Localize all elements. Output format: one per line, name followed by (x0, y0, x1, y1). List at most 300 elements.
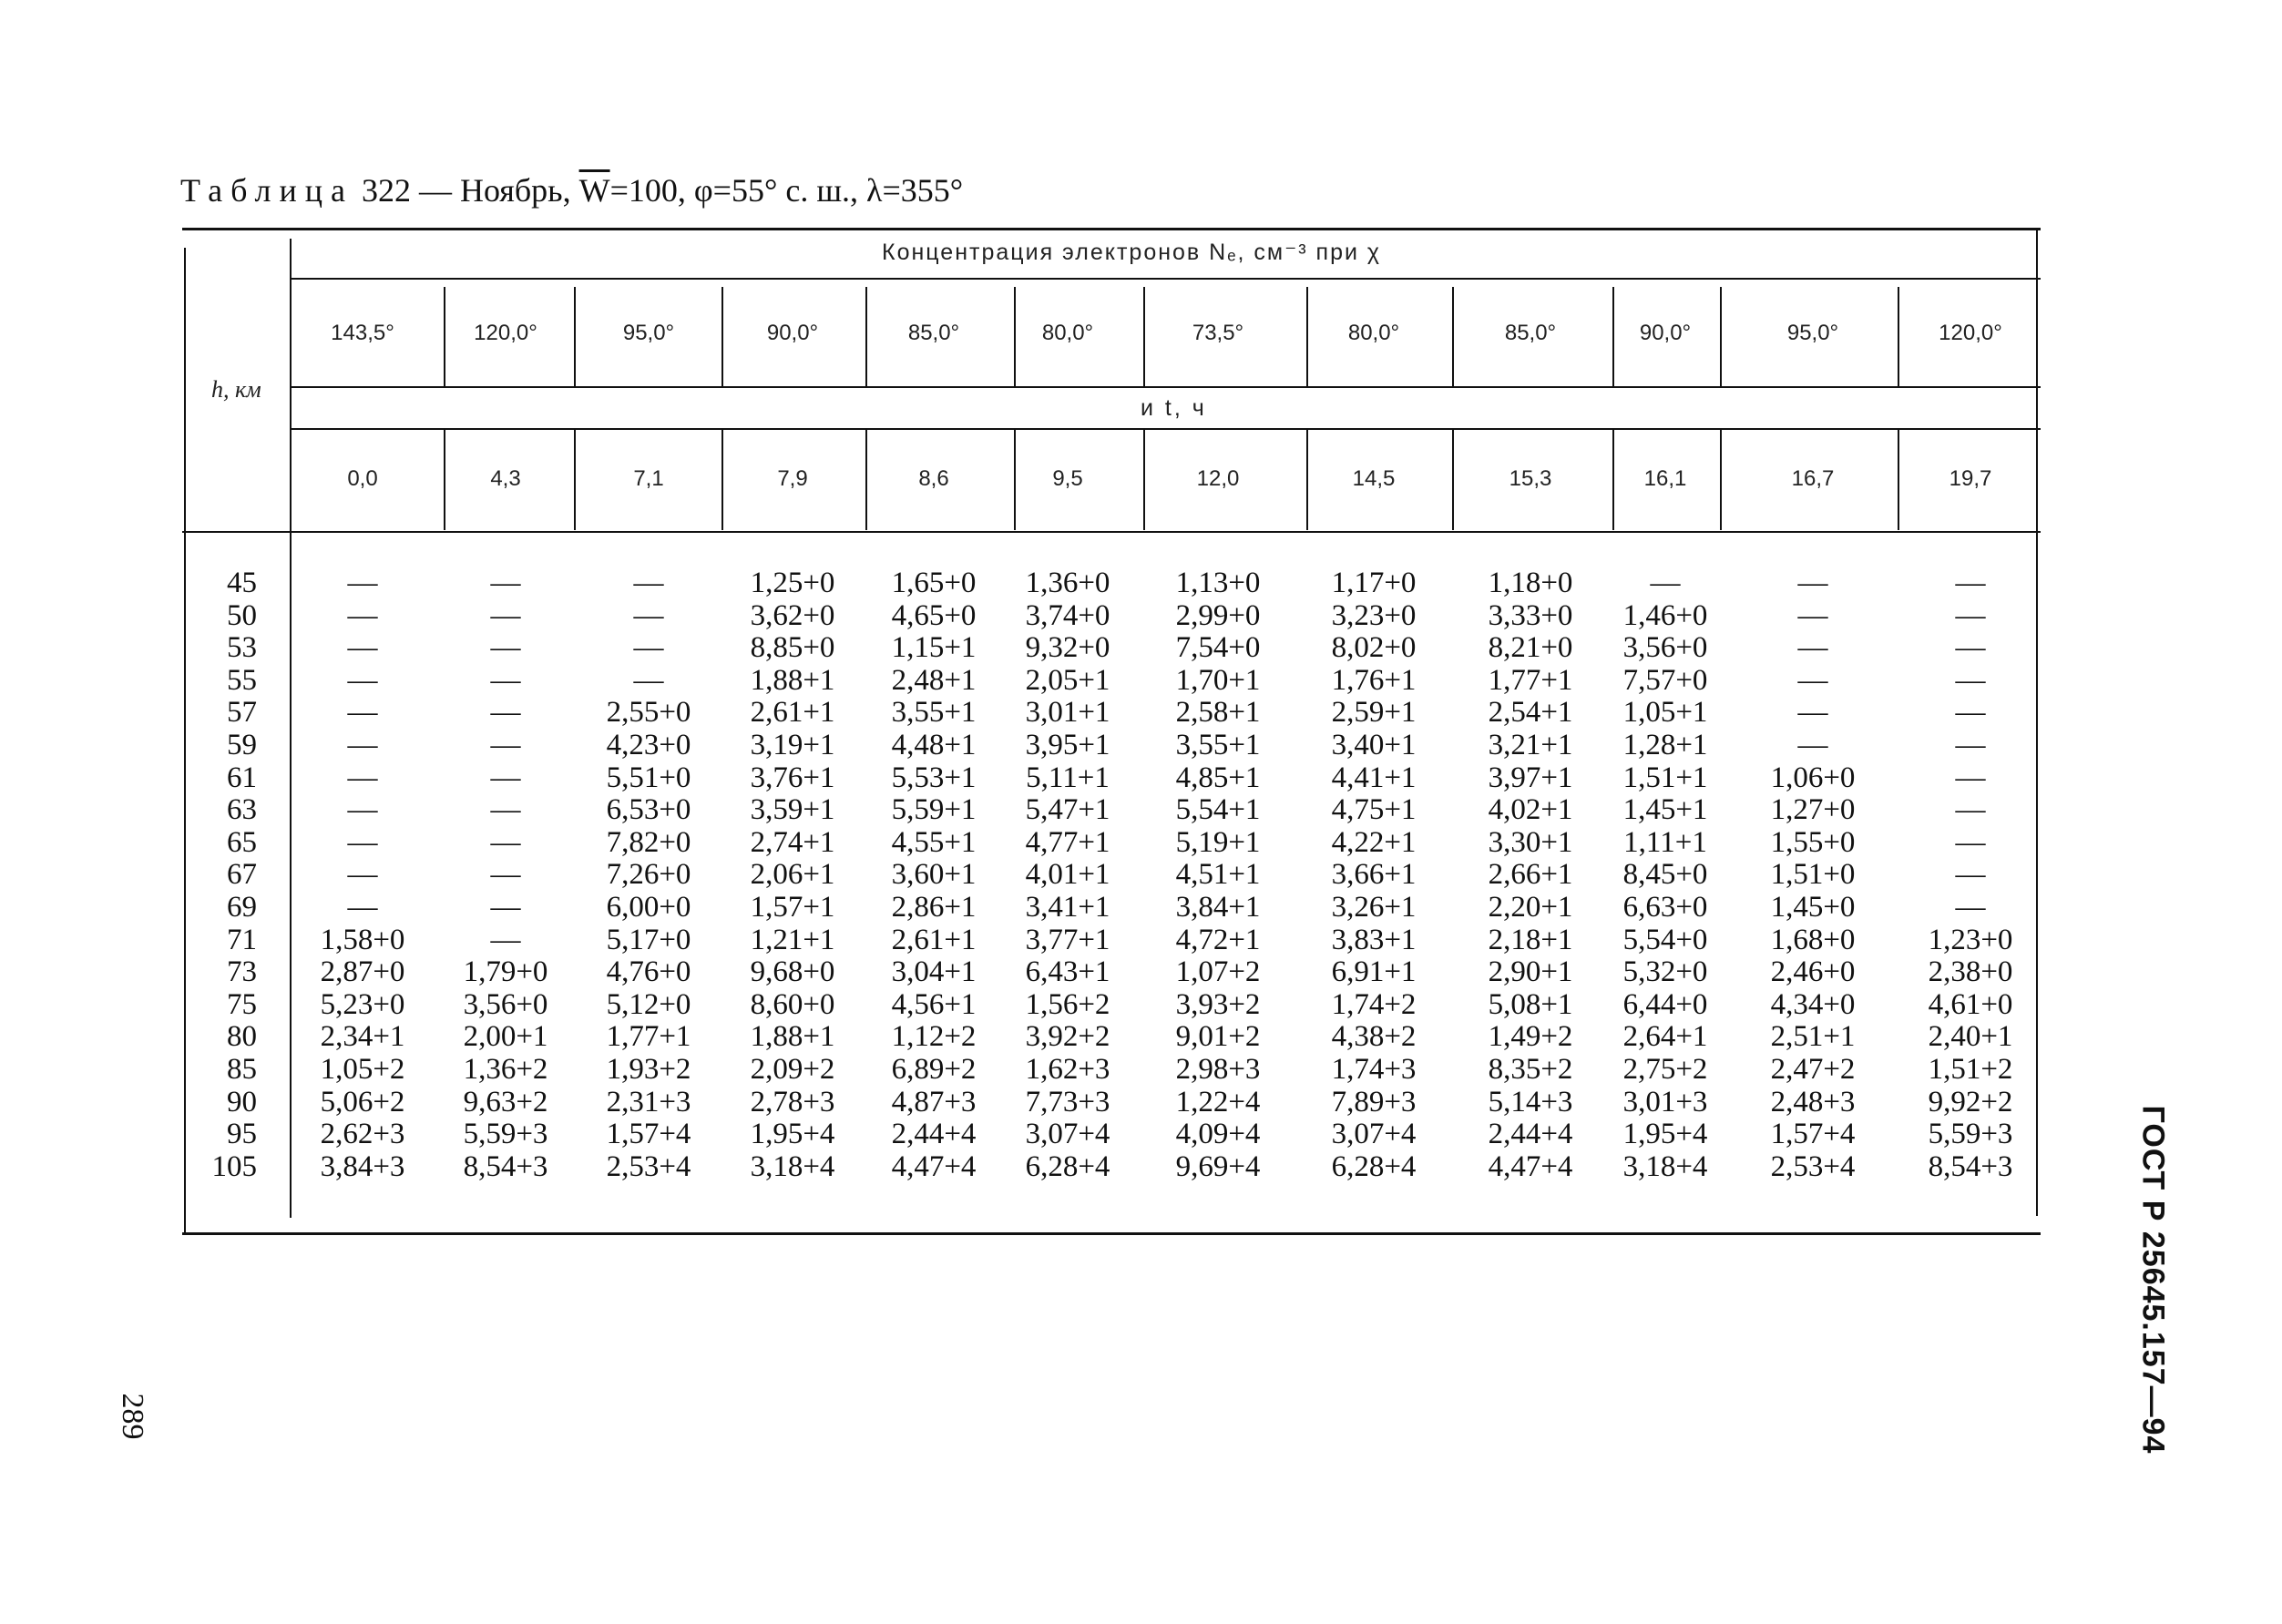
table-cell: 3,76+1 (750, 761, 835, 794)
table-cell: 1,77+1 (1488, 663, 1573, 697)
table-cell: 5,59+1 (891, 793, 977, 827)
chi-header-5: 85,0° (907, 321, 960, 345)
table-cell: 4,65+0 (891, 598, 977, 632)
t-header-5: 8,6 (918, 466, 949, 491)
table-cell: 2,20+1 (1488, 891, 1573, 924)
table-cell: — (347, 598, 378, 632)
page-number (114, 1389, 150, 1444)
row-label-h: 90 (227, 1085, 257, 1118)
table-cell: 3,92+2 (1025, 1020, 1110, 1054)
row-label-h: 59 (227, 729, 257, 761)
table-cell: 8,35+2 (1488, 1053, 1573, 1086)
table-right-rule (2036, 228, 2038, 1216)
row-label-h: 67 (227, 858, 257, 892)
table-cell: 9,68+0 (750, 955, 835, 989)
header-bottom-rule (182, 531, 2041, 533)
row-label-h: 73 (227, 955, 257, 989)
table-cell: 3,74+0 (1025, 598, 1110, 632)
table-cell: — (1797, 567, 1828, 599)
table-cell: 2,53+4 (606, 1149, 691, 1183)
row-label-h: 85 (227, 1053, 257, 1086)
table-cell: 3,66+1 (1331, 858, 1417, 892)
table-cell: 1,68+0 (1770, 923, 1856, 956)
group2-bottom-rule (292, 428, 2041, 430)
column-divider-5-2 (1014, 430, 1016, 530)
table-cell: — (1955, 598, 1986, 632)
table-cell: 8,60+0 (750, 987, 835, 1021)
table-cell: 1,46+0 (1622, 598, 1708, 632)
table-cell: 2,34+1 (320, 1020, 405, 1054)
table-cell: — (1955, 891, 1986, 924)
table-cell: 2,66+1 (1488, 858, 1573, 892)
table-cell: 1,70+1 (1175, 663, 1261, 697)
table-cell: 3,30+1 (1488, 825, 1573, 859)
table-cell: — (490, 923, 521, 956)
t-header-7: 12,0 (1196, 466, 1240, 491)
column-divider-1-1 (444, 287, 445, 386)
table-cell: 3,26+1 (1331, 891, 1417, 924)
table-cell: 4,55+1 (891, 825, 977, 859)
table-cell: 3,23+0 (1331, 598, 1417, 632)
table-cell: 4,56+1 (891, 987, 977, 1021)
table-cell: — (1797, 729, 1828, 761)
chi-header-6: 80,0° (1041, 321, 1094, 345)
table-cell: 4,34+0 (1770, 987, 1856, 1021)
table-cell: 5,54+1 (1175, 793, 1261, 827)
table-cell: 1,27+0 (1770, 793, 1856, 827)
chi-header-1: 143,5° (331, 321, 394, 345)
table-cell: 3,04+1 (891, 955, 977, 989)
table-cell: 2,64+1 (1622, 1020, 1708, 1054)
table-cell: — (1797, 598, 1828, 632)
table-cell: 7,73+3 (1025, 1085, 1110, 1118)
table-cell: 8,85+0 (750, 631, 835, 665)
table-cell: 3,97+1 (1488, 761, 1573, 794)
table-cell: 6,91+1 (1331, 955, 1417, 989)
page-number-text: 289 (116, 1393, 149, 1440)
chi-header-12: 120,0° (1939, 321, 2002, 345)
table-cell: 7,54+0 (1175, 631, 1261, 665)
table-top-rule (182, 228, 2041, 230)
table-cell: 2,09+2 (750, 1053, 835, 1086)
column-divider-9-1 (1612, 287, 1614, 386)
table-cell: 4,09+4 (1175, 1118, 1261, 1151)
table-cell: — (347, 729, 378, 761)
table-cell: 1,93+2 (606, 1053, 691, 1086)
table-cell: — (490, 729, 521, 761)
column-divider-6-1 (1143, 287, 1145, 386)
table-cell: — (490, 567, 521, 599)
table-cell: 4,51+1 (1175, 858, 1261, 892)
table-cell: 4,38+2 (1331, 1020, 1417, 1054)
table-cell: — (490, 793, 521, 827)
table-cell: 8,02+0 (1331, 631, 1417, 665)
table-cell: — (490, 598, 521, 632)
chi-header-10: 90,0° (1639, 321, 1692, 345)
table-cell: 5,17+0 (606, 923, 691, 956)
table-cell: 1,45+0 (1770, 891, 1856, 924)
table-cell: — (1955, 567, 1986, 599)
table-cell: — (633, 631, 664, 665)
table-cell: 9,32+0 (1025, 631, 1110, 665)
table-cell: 2,55+0 (606, 696, 691, 730)
table-cell: 1,12+2 (891, 1020, 977, 1054)
table-cell: — (1797, 631, 1828, 665)
table-cell: 1,18+0 (1488, 567, 1573, 599)
table-cell: 5,47+1 (1025, 793, 1110, 827)
row-label-h: 61 (227, 761, 257, 794)
table-cell: 1,65+0 (891, 567, 977, 599)
table-cell: — (347, 858, 378, 892)
table-cell: 3,83+1 (1331, 923, 1417, 956)
table-cell: — (1955, 761, 1986, 794)
table-cell: 1,88+1 (750, 663, 835, 697)
table-cell: 1,51+0 (1770, 858, 1856, 892)
table-cell: 3,18+4 (750, 1149, 835, 1183)
table-cell: — (347, 631, 378, 665)
caption-w-symbol: $\overline{W}$ (578, 172, 610, 209)
table-cell: 3,55+1 (891, 696, 977, 730)
table-cell: — (1650, 567, 1681, 599)
group1-header: Концентрация электронов Nₑ, см⁻³ при χ (882, 240, 1382, 265)
table-cell: 1,06+0 (1770, 761, 1856, 794)
table-cell: 1,51+2 (1928, 1053, 2013, 1086)
column-divider-8-2 (1452, 430, 1454, 530)
row-label-h: 105 (211, 1149, 257, 1183)
table-cell: 3,19+1 (750, 729, 835, 761)
table-cell: 2,44+4 (1488, 1118, 1573, 1151)
table-cell: 2,59+1 (1331, 696, 1417, 730)
chi-header-11: 95,0° (1786, 321, 1839, 345)
table-cell: 3,01+3 (1622, 1085, 1708, 1118)
table-cell: — (633, 598, 664, 632)
table-cell: 2,61+1 (750, 696, 835, 730)
table-cell: 6,43+1 (1025, 955, 1110, 989)
column-divider-4-1 (865, 287, 867, 386)
table-cell: — (490, 663, 521, 697)
table-cell: 1,74+2 (1331, 987, 1417, 1021)
caption-params: =100, φ=55° с. ш., λ=355° (609, 172, 964, 209)
column-divider-3-2 (721, 430, 723, 530)
table-cell: 9,01+2 (1175, 1020, 1261, 1054)
column-divider-4-2 (865, 430, 867, 530)
table-cell: 1,17+0 (1331, 567, 1417, 599)
table-cell: 6,63+0 (1622, 891, 1708, 924)
t-header-12: 19,7 (1949, 466, 1992, 491)
table-cell: 3,21+1 (1488, 729, 1573, 761)
table-cell: — (1955, 696, 1986, 730)
table-cell: 5,14+3 (1488, 1085, 1573, 1118)
table-caption (180, 171, 963, 209)
table-cell: 2,98+3 (1175, 1053, 1261, 1086)
t-header-2: 4,3 (490, 466, 521, 491)
table-cell: 2,75+2 (1622, 1053, 1708, 1086)
table-cell: 1,45+1 (1622, 793, 1708, 827)
table-cell: 3,62+0 (750, 598, 835, 632)
table-cell: 1,74+3 (1331, 1053, 1417, 1086)
table-cell: 1,77+1 (606, 1020, 691, 1054)
table-cell: 2,05+1 (1025, 663, 1110, 697)
table-cell: 9,92+2 (1928, 1085, 2013, 1118)
table-cell: 2,86+1 (891, 891, 977, 924)
column-divider-10-1 (1720, 287, 1722, 386)
chi-header-9: 85,0° (1504, 321, 1557, 345)
t-header-6: 9,5 (1052, 466, 1083, 491)
table-cell: 6,89+2 (891, 1053, 977, 1086)
t-header-11: 16,7 (1791, 466, 1835, 491)
table-cell: 4,01+1 (1025, 858, 1110, 892)
table-cell: 1,88+1 (750, 1020, 835, 1054)
table-cell: 2,46+0 (1770, 955, 1856, 989)
table-cell: 2,53+4 (1770, 1149, 1856, 1183)
table-cell: 3,84+3 (320, 1149, 405, 1183)
table-cell: — (347, 696, 378, 730)
column-divider-5-1 (1014, 287, 1016, 386)
column-divider-9-2 (1612, 430, 1614, 530)
table-cell: 3,40+1 (1331, 729, 1417, 761)
table-cell: 7,57+0 (1622, 663, 1708, 697)
table-cell: — (347, 761, 378, 794)
stub-divider-rule (290, 239, 292, 1218)
table-cell: — (1955, 793, 1986, 827)
table-cell: — (347, 567, 378, 599)
table-cell: 2,38+0 (1928, 955, 2013, 989)
t-header-1: 0,0 (347, 466, 378, 491)
t-header-4: 7,9 (777, 466, 808, 491)
table-cell: 8,21+0 (1488, 631, 1573, 665)
table-cell: 2,18+1 (1488, 923, 1573, 956)
row-label-h: 71 (227, 923, 257, 956)
table-bottom-rule (182, 1232, 2041, 1235)
caption-month: — Ноябрь, (410, 172, 579, 209)
table-cell: 5,53+1 (891, 761, 977, 794)
table-cell: 2,00+1 (463, 1020, 548, 1054)
table-cell: 3,56+0 (1622, 631, 1708, 665)
table-cell: 4,47+4 (891, 1149, 977, 1183)
table-cell: 8,54+3 (463, 1149, 548, 1183)
table-cell: 4,87+3 (891, 1085, 977, 1118)
table-cell: 2,78+3 (750, 1085, 835, 1118)
table-cell: 1,13+0 (1175, 567, 1261, 599)
table-cell: 2,62+3 (320, 1118, 405, 1151)
table-cell: 2,48+1 (891, 663, 977, 697)
group1-rule (292, 278, 2041, 280)
table-cell: 5,23+0 (320, 987, 405, 1021)
table-cell: 1,21+1 (750, 923, 835, 956)
table-cell: 1,57+4 (606, 1118, 691, 1151)
row-label-h: 50 (227, 598, 257, 632)
t-header-9: 15,3 (1509, 466, 1552, 491)
table-cell: — (1955, 663, 1986, 697)
chi-header-2: 120,0° (474, 321, 537, 345)
table-cell: 2,44+4 (891, 1118, 977, 1151)
row-label-h: 69 (227, 891, 257, 924)
table-cell: — (490, 761, 521, 794)
table-cell: 3,07+4 (1331, 1118, 1417, 1151)
table-cell: — (1955, 631, 1986, 665)
table-cell: 2,87+0 (320, 955, 405, 989)
table-cell: 2,31+3 (606, 1085, 691, 1118)
table-cell: 6,44+0 (1622, 987, 1708, 1021)
table-cell: 5,54+0 (1622, 923, 1708, 956)
column-divider-10-2 (1720, 430, 1722, 530)
table-cell: — (490, 631, 521, 665)
column-divider-8-1 (1452, 287, 1454, 386)
table-cell: 3,84+1 (1175, 891, 1261, 924)
table-cell: 1,25+0 (750, 567, 835, 599)
row-label-h: 95 (227, 1118, 257, 1151)
table-cell: — (490, 891, 521, 924)
table-left-rule (184, 248, 186, 1233)
table-cell: 4,85+1 (1175, 761, 1261, 794)
table-cell: 1,22+4 (1175, 1085, 1261, 1118)
table-cell: 9,63+2 (463, 1085, 548, 1118)
caption-lead: Таблица (180, 172, 353, 209)
column-divider-2-2 (574, 430, 576, 530)
table-cell: 5,12+0 (606, 987, 691, 1021)
table-cell: 1,57+4 (1770, 1118, 1856, 1151)
group2-header: и t, ч (1141, 395, 1207, 421)
table-cell: 3,18+4 (1622, 1149, 1708, 1183)
chi-header-4: 90,0° (766, 321, 819, 345)
table-cell: 8,54+3 (1928, 1149, 2013, 1183)
t-header-8: 14,5 (1352, 466, 1396, 491)
t-header-3: 7,1 (633, 466, 664, 491)
table-cell: 2,99+0 (1175, 598, 1261, 632)
table-cell: 2,61+1 (891, 923, 977, 956)
table-cell: — (1955, 858, 1986, 892)
row-label-h: 53 (227, 631, 257, 665)
caption-number: 322 (361, 172, 411, 209)
table-cell: 5,06+2 (320, 1085, 405, 1118)
table-cell: — (347, 825, 378, 859)
table-cell: 4,75+1 (1331, 793, 1417, 827)
column-divider-11-1 (1898, 287, 1899, 386)
table-cell: 5,08+1 (1488, 987, 1573, 1021)
table-cell: 5,11+1 (1026, 761, 1110, 794)
table-cell: — (1797, 696, 1828, 730)
table-cell: 5,19+1 (1175, 825, 1261, 859)
table-cell: 9,69+4 (1175, 1149, 1261, 1183)
table-cell: 1,56+2 (1025, 987, 1110, 1021)
table-cell: 2,40+1 (1928, 1020, 2013, 1054)
table-cell: — (1955, 729, 1986, 761)
table-cell: 4,47+4 (1488, 1149, 1573, 1183)
table-cell: 1,58+0 (320, 923, 405, 956)
table-cell: 1,28+1 (1622, 729, 1708, 761)
table-cell: 5,51+0 (606, 761, 691, 794)
table-cell: 4,72+1 (1175, 923, 1261, 956)
table-cell: 1,36+0 (1025, 567, 1110, 599)
table-cell: 5,59+3 (463, 1118, 548, 1151)
table-cell: 2,90+1 (1488, 955, 1573, 989)
table-cell: 3,07+4 (1025, 1118, 1110, 1151)
table-cell: — (1955, 825, 1986, 859)
table-cell: 3,59+1 (750, 793, 835, 827)
table-cell: 6,28+4 (1025, 1149, 1110, 1183)
table-cell: 1,49+2 (1488, 1020, 1573, 1054)
row-label-h: 63 (227, 793, 257, 827)
table-cell: 1,57+1 (750, 891, 835, 924)
column-divider-7-1 (1306, 287, 1308, 386)
table-cell: 1,36+2 (463, 1053, 548, 1086)
row-label-h: 45 (227, 567, 257, 599)
table-cell: 4,02+1 (1488, 793, 1573, 827)
table-cell: 1,11+1 (1623, 825, 1707, 859)
table-cell: 7,26+0 (606, 858, 691, 892)
table-cell: 2,06+1 (750, 858, 835, 892)
table-cell: 4,22+1 (1331, 825, 1417, 859)
column-divider-6-2 (1143, 430, 1145, 530)
column-divider-3-1 (721, 287, 723, 386)
table-cell: 6,00+0 (606, 891, 691, 924)
row-label-h: 80 (227, 1020, 257, 1054)
table-cell: 3,01+1 (1025, 696, 1110, 730)
table-cell: 1,15+1 (891, 631, 977, 665)
table-cell: — (490, 858, 521, 892)
table-cell: 2,58+1 (1175, 696, 1261, 730)
table-cell: 7,89+3 (1331, 1085, 1417, 1118)
table-cell: 3,41+1 (1025, 891, 1110, 924)
table-cell: — (347, 793, 378, 827)
column-divider-1-2 (444, 430, 445, 530)
table-cell: 6,28+4 (1331, 1149, 1417, 1183)
table-cell: 4,61+0 (1928, 987, 2013, 1021)
table-cell: 3,56+0 (463, 987, 548, 1021)
chi-header-3: 95,0° (622, 321, 675, 345)
row-label-h: 57 (227, 696, 257, 730)
row-label-header: h, км (211, 376, 261, 403)
table-cell: 4,77+1 (1025, 825, 1110, 859)
table-cell: — (490, 696, 521, 730)
table-cell: — (633, 663, 664, 697)
table-cell: 4,23+0 (606, 729, 691, 761)
row-label-h: 55 (227, 663, 257, 697)
table-cell: 3,55+1 (1175, 729, 1261, 761)
table-cell: — (490, 825, 521, 859)
table-cell: — (633, 567, 664, 599)
table-cell: 7,82+0 (606, 825, 691, 859)
table-cell: 5,32+0 (1622, 955, 1708, 989)
column-divider-7-2 (1306, 430, 1308, 530)
row-label-h: 65 (227, 825, 257, 859)
table-cell: 3,60+1 (891, 858, 977, 892)
gost-side-text: ГОСТ Р 25645.157—94 (2135, 1105, 2171, 1455)
table-cell: 2,54+1 (1488, 696, 1573, 730)
table-cell: 5,59+3 (1928, 1118, 2013, 1151)
table-cell: 2,51+1 (1770, 1020, 1856, 1054)
table-cell: 3,93+2 (1175, 987, 1261, 1021)
table-cell: 3,77+1 (1025, 923, 1110, 956)
table-cell: 1,23+0 (1928, 923, 2013, 956)
table-cell: 3,95+1 (1025, 729, 1110, 761)
table-cell: 4,48+1 (891, 729, 977, 761)
table-cell: — (347, 891, 378, 924)
table-cell: 1,05+1 (1622, 696, 1708, 730)
table-cell: 3,33+0 (1488, 598, 1573, 632)
group2-top-rule (292, 386, 2041, 388)
t-header-10: 16,1 (1643, 466, 1687, 491)
table-cell: 1,07+2 (1175, 955, 1261, 989)
row-label-h: 75 (227, 987, 257, 1021)
table-cell: 1,05+2 (320, 1053, 405, 1086)
chi-header-7: 73,5° (1192, 321, 1244, 345)
table-cell: 4,76+0 (606, 955, 691, 989)
table-cell: 4,41+1 (1331, 761, 1417, 794)
gost-side-label (2136, 1107, 2169, 1453)
table-cell: — (1797, 663, 1828, 697)
chi-header-8: 80,0° (1347, 321, 1400, 345)
